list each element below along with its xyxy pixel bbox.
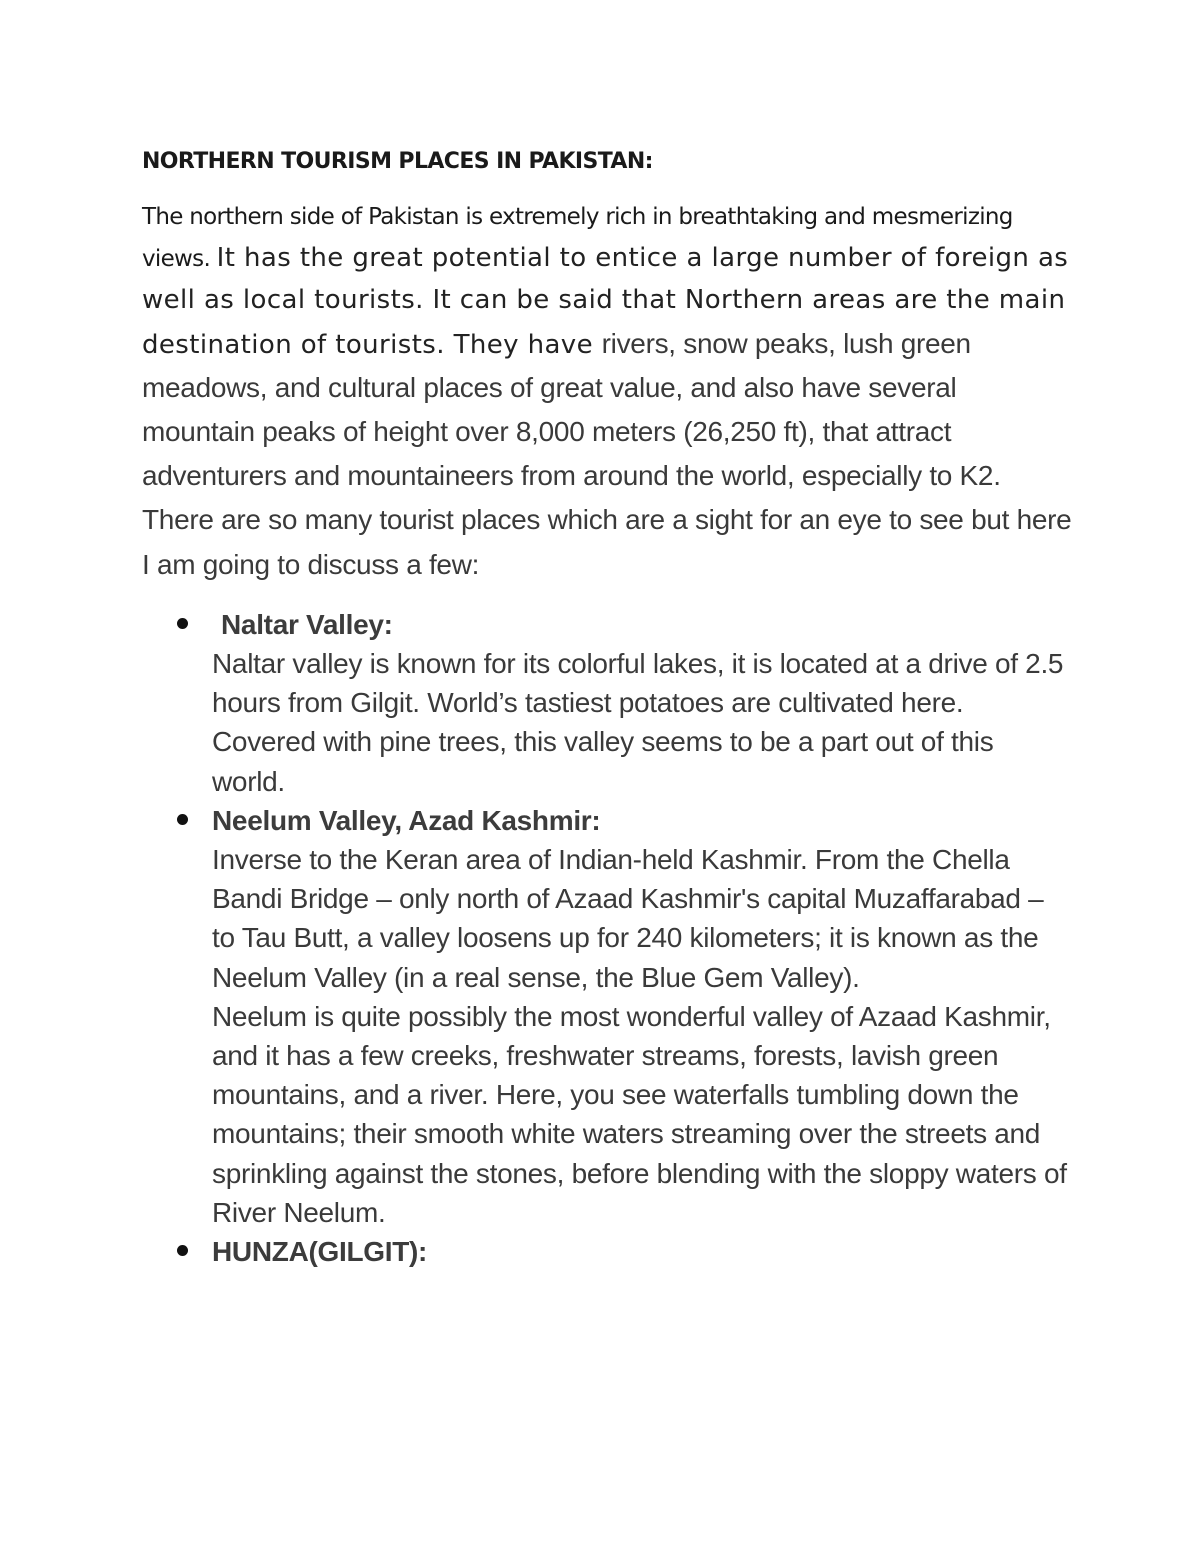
intro-text-part-3: rivers, snow peaks, lush green meadows, and cultural places of great value, and also have several mountain peaks of height over 8,000 meters (26,250 ft), that attract adventurers and mountaineers from around the world, especially to K2. There are so many tourist places which are a sight for an eye to see but here I am going to discuss a few: [142,327,1072,580]
intro-text-part-1: The northern side of Pakistan is extremely rich in breathtaking and mesmerizing views. [142,204,1013,273]
list-item-hunza [142,1232,1072,1271]
list-item-neelum-valley [142,801,1072,1232]
bullet-icon [177,618,188,629]
document-title: NORTHERN TOURISM PLACES IN PAKISTAN: [142,149,653,174]
place-description-continued: Neelum is quite possibly the most wonderful valley of Azaad Kashmir, and it has a few creeks, freshwater streams, forests, lavish green mountains, and a river. Here, you see waterfalls tumbling down the mountains; their smooth white waters streaming over the streets and sprinkling against the stones, before blending with the sloppy waters of River Neelum. [212,1000,1067,1228]
place-heading: HUNZA(GILGIT): [212,1236,428,1268]
bullet-icon [177,814,188,825]
list-item-naltar-valley [142,605,1072,801]
place-heading: Neelum Valley, Azad Kashmir: [212,804,601,836]
intro-paragraph [142,198,1072,589]
places-list [142,605,1072,1271]
place-description: Inverse to the Keran area of Indian-held Kashmir. From the Chella Bandi Bridge – only north of Azaad Kashmir's capital Muzaffarabad – to Tau Butt, a valley loosens up for 240 kilometers; it is known as the Neelum Valley (in a real sense, the Blue Gem Valley). [212,844,1044,993]
document-body [142,146,1072,1271]
intro-text-part-2: It has the great potential to entice a large number of foreign as well as local tourists. It can be said that Northern areas are the main destination of tourists. They have [142,243,1069,360]
place-description: Naltar valley is known for its colorful lakes, it is located at a drive of 2.5 hours from Gilgit. World’s tastiest potatoes are cultivated here. Covered with pine trees, this valley seems to be a part out of this world. [212,648,1064,797]
bullet-icon [177,1245,188,1256]
place-heading: Naltar Valley: [221,608,393,640]
